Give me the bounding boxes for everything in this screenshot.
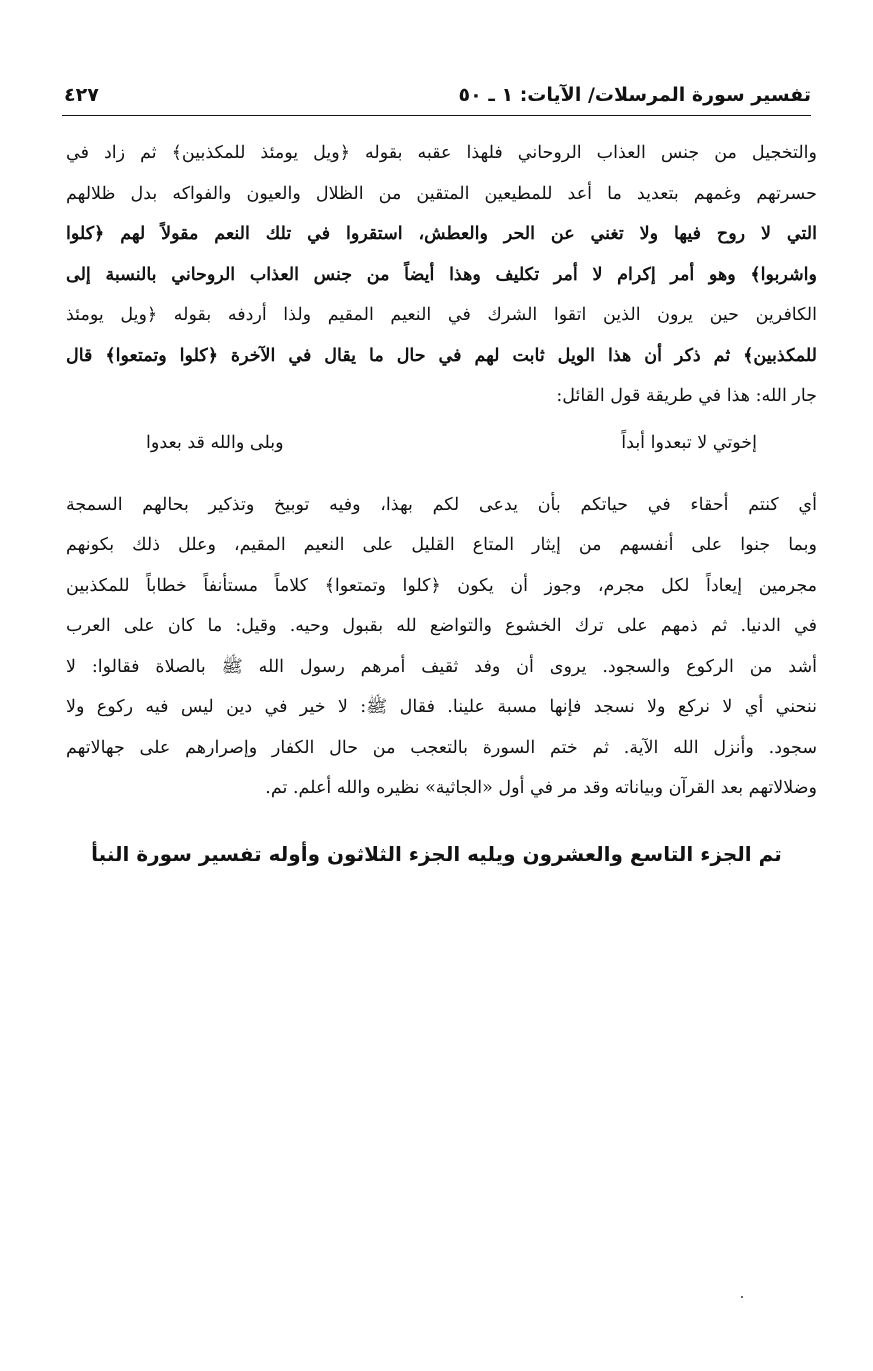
verse-first-hemistich: إخوتي لا تبعدوا أبداً (621, 432, 757, 453)
text-line: وبما جنوا على أنفسهم من إيثار المتاع القليل على النعيم المقيم، وعلل ذلك بكونهم (66, 535, 817, 555)
text-line: أشد من الركوع والسجود. يروى أن وفد ثقيف أمرهم رسول الله ﷺ بالصلاة فقالوا: لا (66, 656, 817, 677)
text-line: الكافرين حين يرون الذين اتقوا الشرك في النعيم المقيم ولذا أردفه بقوله ﴿ويل يومئذ (66, 305, 817, 325)
text-line: ننحني أي لا نركع ولا نسجد فإنها مسبة علينا. فقال ﷺ: لا خير في دين ليس فيه ركوع ولا (66, 697, 817, 717)
verse-second-hemistich: وبلى والله قد بعدوا (146, 432, 284, 453)
text-line: واشربوا﴾ وهو أمر إكرام لا أمر تكليف وهذا أيضاً من جنس العذاب الروحاني بالنسبة إلى (66, 264, 817, 285)
text-line: جار الله: هذا في طريقة قول القائل: (556, 386, 817, 406)
text-line: في الدنيا. ثم ذمهم على ترك الخشوع والتواضع لله بقبول وحيه. وقيل: ما كان على العرب (66, 616, 817, 636)
paragraph-1 (66, 133, 817, 417)
page-header (62, 80, 811, 116)
page-number: ٤٢٧ (64, 84, 99, 106)
text-line: للمكذبين﴾ ثم ذكر أن هذا الويل ثابت لهم في حال ما يقال في الآخرة ﴿كلوا وتمتعوا﴾ قال (66, 345, 817, 366)
paragraph-2 (66, 485, 817, 809)
text-line: حسرتهم وغمهم بتعديد ما أعد للمطيعين المتقين من الظلال والعيون والفواكه بدل ظلالهم (66, 183, 817, 204)
running-title: تفسير سورة المرسلات/ الآيات: ١ ـ ٥٠ (458, 84, 811, 106)
header-rule (62, 115, 811, 116)
commentary-body (66, 133, 817, 809)
print-speck (741, 1296, 743, 1298)
text-line: التي لا روح فيها ولا تغني عن الحر والعطش، استقروا في تلك النعم مقولاً لهم ﴿كلوا (66, 224, 817, 244)
text-line: مجرمين إيعاداً لكل مجرم، وجوز أن يكون ﴿كلوا وتمتعوا﴾ كلاماً مستأنفاً خطاباً للمكذبين (66, 575, 817, 596)
text-line: والتخجيل من جنس العذاب الروحاني فلهذا عقبه بقوله ﴿ويل يومئذ للمكذبين﴾ ثم زاد في (66, 143, 817, 163)
poetry-verse (66, 423, 817, 465)
text-line: أي كنتم أحقاء في حياتكم بأن يدعى لكم بهذا، وفيه توبيخ وتذكير بحالهم السمجة (66, 494, 817, 515)
text-line: سجود. وأنزل الله الآية. ثم ختم السورة بالتعجب من حال الكفار وإصرارهم على جهالاتهم (66, 737, 817, 758)
text-line: وضلالاتهم بعد القرآن وبياناته وقد مر في أول «الجاثية» نظيره والله أعلم. تم. (265, 778, 817, 798)
volume-closing-note: تم الجزء التاسع والعشرون ويليه الجزء الثلاثون وأوله تفسير سورة النبأ (91, 842, 782, 866)
